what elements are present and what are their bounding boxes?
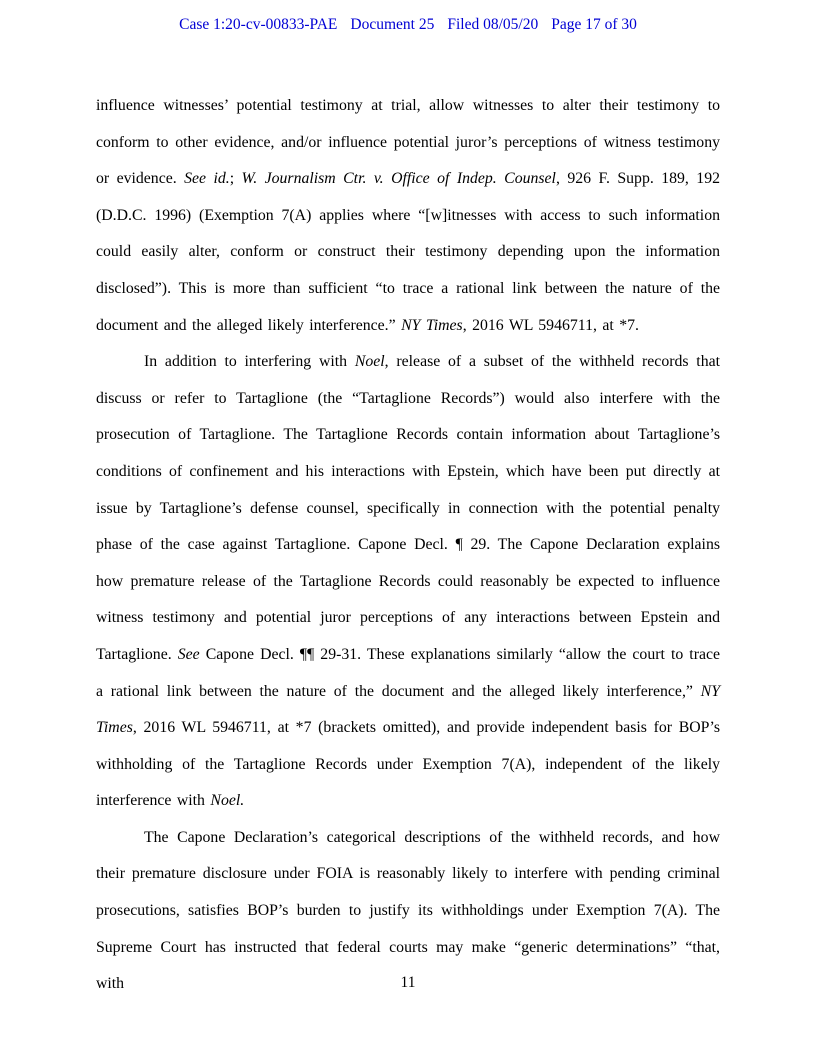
page-footer	[0, 974, 816, 992]
italic-citation-text: See	[177, 645, 200, 663]
italic-citation-text: See id.	[184, 170, 230, 188]
italic-citation-text: Noel.	[210, 792, 245, 810]
page-number: 11	[400, 974, 416, 991]
body-text: , 926 F. Supp. 189, 192 (D.D.C. 1996) (Exemption 7(A) applies where “[w]itnesses with access to such information could easily alter, conform or construct their testimony depending upon the information disclosed”). This is more than sufficient “to trace a rational link between the nature of the document and the alleged likely interference.”	[96, 170, 721, 334]
italic-citation-text: NY Times	[401, 316, 463, 334]
body-text: ;	[229, 170, 242, 188]
paragraph	[96, 344, 720, 820]
body-text: , 2016 WL 5946711, at *7 (brackets omitted), and provide independent basis for BOP’s withholding of the Tartaglione Records under Exemption 7(A), independent of the likely interference with	[96, 719, 720, 810]
body-text: The Capone Declaration’s categorical descriptions of the withheld records, and how their premature disclosure under FOIA is reasonably likely to interfere with pending criminal prosecutions, satisfies BOP’s burden to justify its withholdings under Exemption 7(A). The Supreme Court has instructed that federal courts may make “generic determinations” “that, with	[96, 828, 720, 993]
case-header	[0, 16, 816, 34]
document-number: Document 25	[350, 16, 435, 33]
italic-citation-text: W. Journalism Ctr. v. Office of Indep. Counsel	[241, 170, 556, 188]
body-text: Capone Decl. ¶¶ 29-31. These explanations similarly “allow the court to trace a rational link between the nature of the document and the alleged likely interference,”	[96, 645, 720, 700]
case-number: Case 1:20-cv-00833-PAE	[179, 16, 338, 33]
page-indicator: Page 17 of 30	[551, 16, 637, 33]
italic-citation-text: Noel	[354, 353, 385, 371]
body-text: , 2016 WL 5946711, at *7.	[462, 316, 639, 334]
document-body	[96, 88, 720, 1003]
filed-date: Filed 08/05/20	[447, 16, 539, 33]
body-text: influence witnesses’ potential testimony at trial, allow witnesses to alter their testimony to conform to other evidence, and/or influence potential juror’s perceptions of witness testimony or evidence.	[96, 97, 720, 188]
paragraph	[96, 88, 720, 344]
body-text: In addition to interfering with	[144, 353, 355, 371]
body-text: , release of a subset of the withheld records that discuss or refer to Tartaglione (the “Tartaglione Records”) would also interfere with the prosecution of Tartaglione. The Tartaglione Records contain information about Tartaglione’s conditions of confinement and his interactions with Epstein, which have been put directly at issue by Tartaglione’s defense counsel, specifically in connection with the potential penalty phase of the case against Tartaglione. Capone Decl. ¶ 29. The Capone Declaration explains how premature release of the Tartaglione Records could reasonably be expected to influence witness testimony and potential juror perceptions of any interactions between Epstein and Tartaglione.	[96, 353, 720, 663]
italic-citation-text: NY Times	[96, 682, 720, 737]
